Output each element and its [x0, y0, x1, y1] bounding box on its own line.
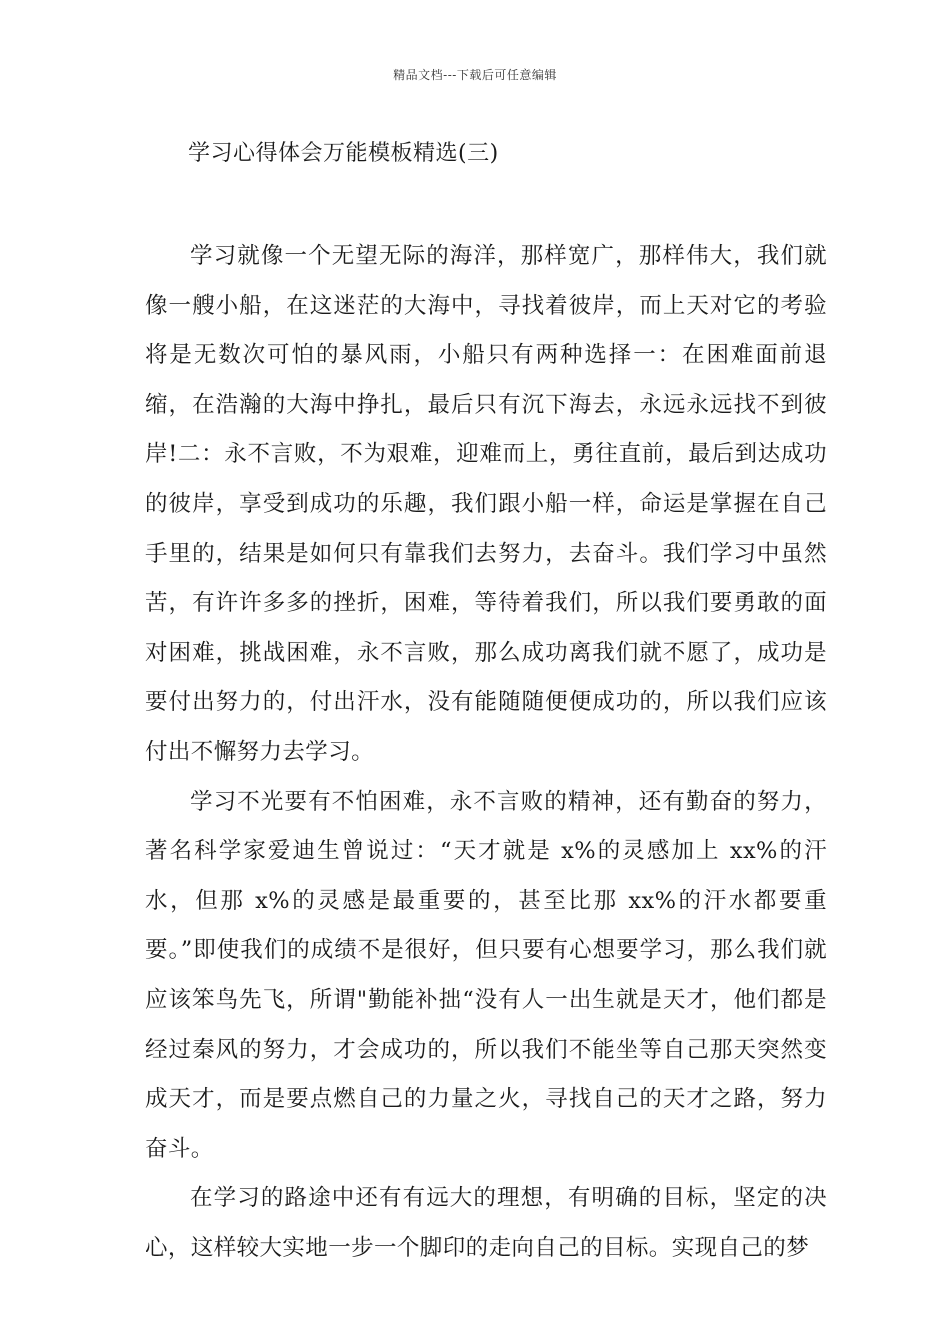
- document-body: [145, 232, 827, 1273]
- paragraph: 学习就像一个无望无际的海洋，那样宽广，那样伟大，我们就像一艘小船，在这迷茫的大海中，寻找着彼岸，而上天对它的考验将是无数次可怕的暴风雨，小船只有两种选择一：在困难面前退缩，在浩瀚的大海中挣扎，最后只有沉下海去，永远永远找不到彼岸!二：永不言败，不为艰难，迎难而上，勇往直前，最后到达成功的彼岸，享受到成功的乐趣，我们跟小船一样，命运是掌握在自己手里的，结果是如何只有靠我们去努力，去奋斗。我们学习中虽然苦，有许许多多的挫折，困难，等待着我们，所以我们要勇敢的面对困难，挑战困难，永不言败，那么成功离我们就不愿了，成功是要付出努力的，付出汗水，没有能随随便便成功的，所以我们应该付出不懈努力去学习。: [145, 243, 827, 765]
- paragraph: 学习不光要有不怕困难，永不言败的精神，还有勤奋的努力，著名科学家爱迪生曾说过：“天才就是 x%的灵感加上 xx%的汗水，但那 x%的灵感是最重要的，甚至比那 xx%的汗水都要重要。”即使我们的成绩不是很好，但只要有心想要学习，那么我们就应该笨鸟先飞，所谓"勤能补拙“没有人一出生就是天才，他们都是经过秦风的努力，才会成功的，所以我们不能坐等自己那天突然变成天才，而是要点燃自己的力量之火，寻找自己的天才之路，努力奋斗。: [145, 788, 827, 1162]
- document-title: 学习心得体会万能模板精选(三): [188, 141, 499, 166]
- paragraph: 在学习的路途中还有有远大的理想，有明确的目标，坚定的决心，这样较大实地一步一个脚印的走向自己的目标。实现自己的梦: [145, 1185, 827, 1261]
- page-header: 精品文档---下载后可任意编辑: [393, 68, 557, 82]
